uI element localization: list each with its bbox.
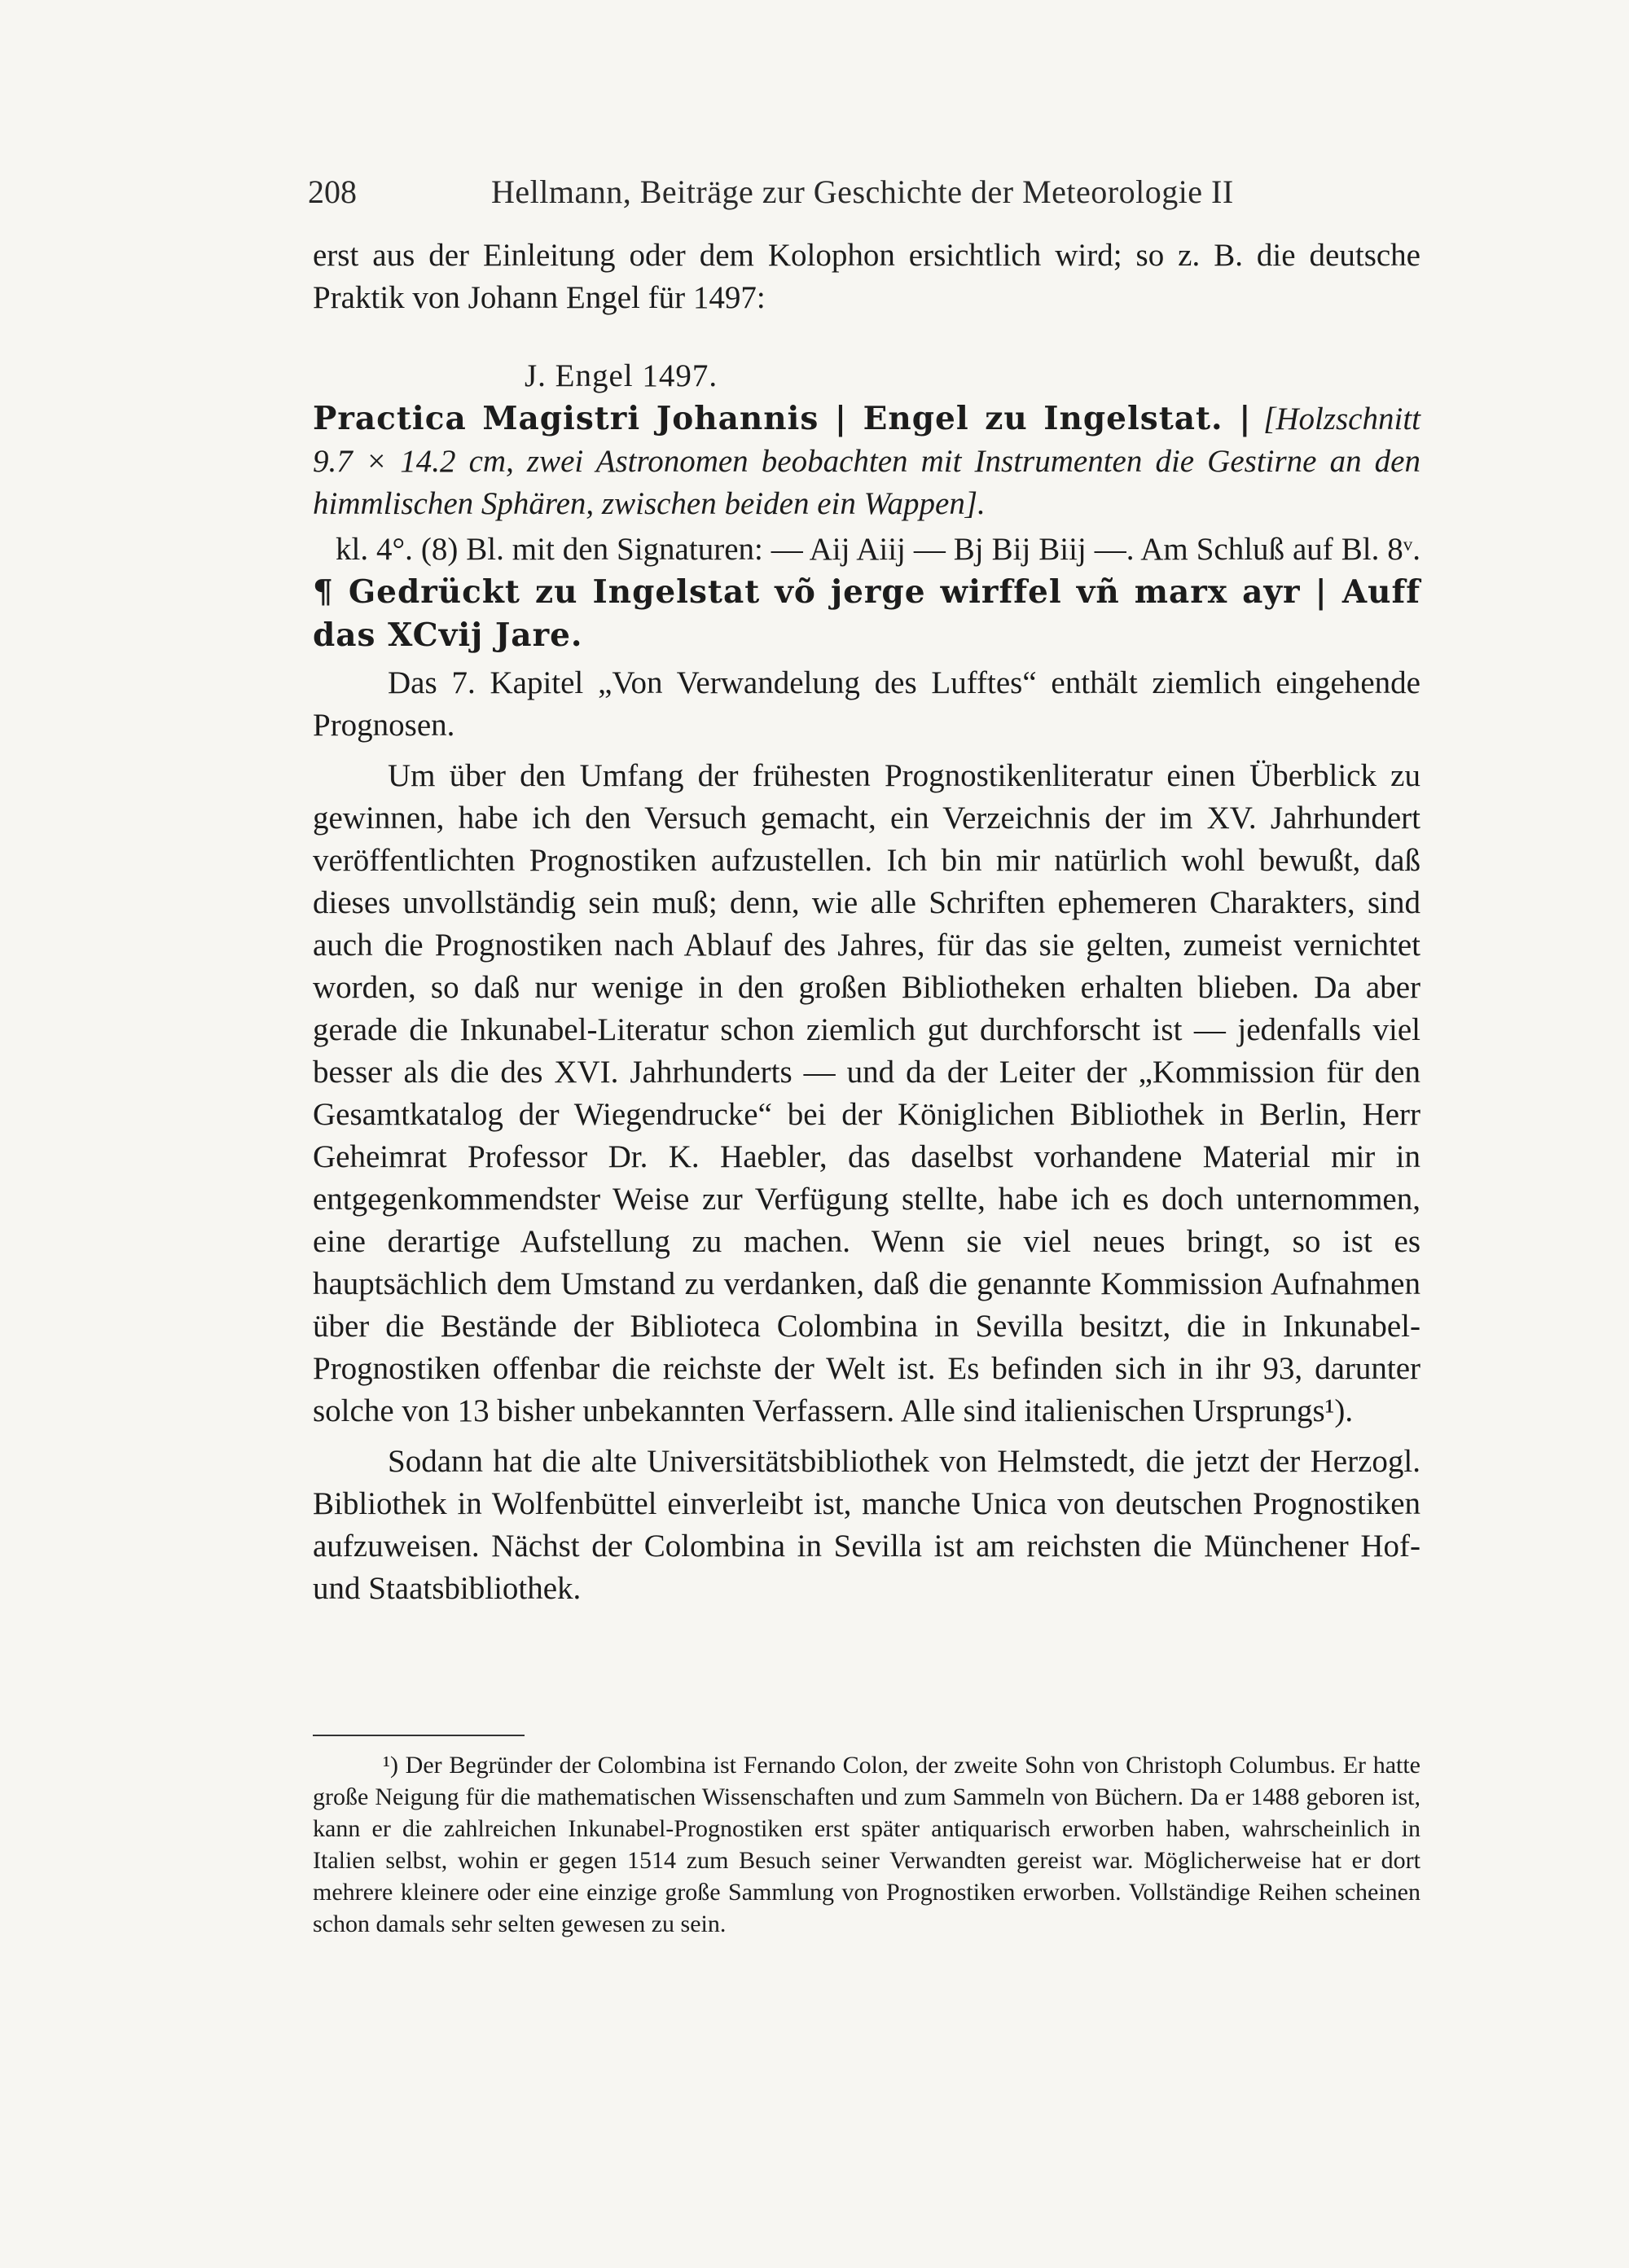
entry-heading: J. Engel 1497. [525, 358, 718, 393]
entry-colophon: ¶ Gedrückt zu Ingelstat võ jerge wirffel vñ marx ayr | Auff das XCvij Jare. [313, 573, 1420, 654]
footnote [313, 1749, 1420, 1940]
entry-title [313, 397, 1420, 525]
footnote-rule [313, 1735, 525, 1736]
paragraph-2: Um über den Umfang der frühesten Prognostikenliteratur einen Überblick zu gewinnen, habe ich den Versuch gemacht, ein Verzeichnis der im XV. Jahrhundert veröffentlichten Prognostiken aufzustellen. Ich bin mir natürlich wohl bewußt, daß dieses unvollständig sein muß; denn, wie alle Schriften ephemeren Charakters, sind auch die Prognostiken nach Ablauf des Jahres, für das sie gelten, zumeist vernichtet worden, so daß nur wenige in den großen Bibliotheken erhalten blieben. Da aber gerade die Inkunabel-Literatur schon ziemlich gut durchforscht ist — jedenfalls viel besser als die des XVI. Jahrhunderts — und da der Leiter der „Kommission für den Gesamtkatalog der Wiegendrucke“ bei der Königlichen Bibliothek in Berlin, Herr Geheimrat Professor Dr. K. Haebler, das daselbst vorhandene Material mir in entgegenkommendster Weise zur Verfügung stellte, habe ich es doch unternommen, eine derartige Aufstellung zu machen. Wenn sie viel neues bringt, so ist es hauptsächlich dem Umstand zu verdanken, daß die genannte Kommission Aufnahmen über die Bestände der Biblioteca Colombina in Sevilla besitzt, die in Inkunabel-Prognostiken offenbar die reichste der Welt ist. Es befinden sich in ihr 93, darunter solche von 13 bisher unbekannten Verfassern. Alle sind italienischen Ursprungs¹). [313, 758, 1420, 1428]
entry-collation [313, 529, 1420, 657]
footnote-text: ¹) Der Begründer der Colombina ist Fernando Colon, der zweite Sohn von Christoph Columbus. Er hatte große Neigung für die mathematischen Wissenschaften und zum Sammeln von Büchern. Da er 1488 geboren ist, kann er die zahlreichen Inkunabel-Prognostiken erst später antiquarisch erworben haben, wahrscheinlich in Italien selbst, wohin er gegen 1514 zum Besuch seiner Verwandten gereist war. Möglicherweise hat er dort mehrere kleinere oder eine einzige große Sammlung von Prognostiken erworben. Vollständige Reihen scheinen schon damals sehr selten gewesen zu sein. [313, 1752, 1420, 1937]
running-title: Hellmann, Beiträge zur Geschichte der Meteorologie II [491, 173, 1234, 210]
entry-title-fraktur: Practica Magistri Johannis | Engel zu Ingelstat. | [313, 400, 1252, 437]
paragraph-1: Das 7. Kapitel „Von Verwandelung des Lufftes“ enthält ziemlich eingehende Prognosen. [313, 665, 1420, 743]
paragraph-3: Sodann hat die alte Universitätsbibliothek von Helmstedt, die jetzt der Herzogl. Bibliothek in Wolfenbüttel einverleibt ist, manche Unica von deutschen Prognostiken aufzuweisen. Nächst der Colombina in Sevilla ist am reichsten die Münchener Hof- und Staatsbibliothek. [313, 1444, 1420, 1606]
page-number: 208 [308, 173, 357, 210]
entry-title-description: [Holzschnitt 9.7 × 14.2 cm, zwei Astronomen beobachten mit Instrumenten die Gestirne an den himmlischen Sphären, zwischen beiden ein Wappen]. [313, 401, 1420, 521]
entry-collation-text: kl. 4°. (8) Bl. mit den Signaturen: — Aij Aiij — Bj Bij Biij —. Am Schluß auf Bl. 8ᵛ. [336, 532, 1420, 567]
main-text [313, 235, 1420, 1610]
intro-paragraph: erst aus der Einleitung oder dem Kolophon ersichtlich wird; so z. B. die deutsche Praktik von Johann Engel für 1497: [313, 238, 1420, 315]
